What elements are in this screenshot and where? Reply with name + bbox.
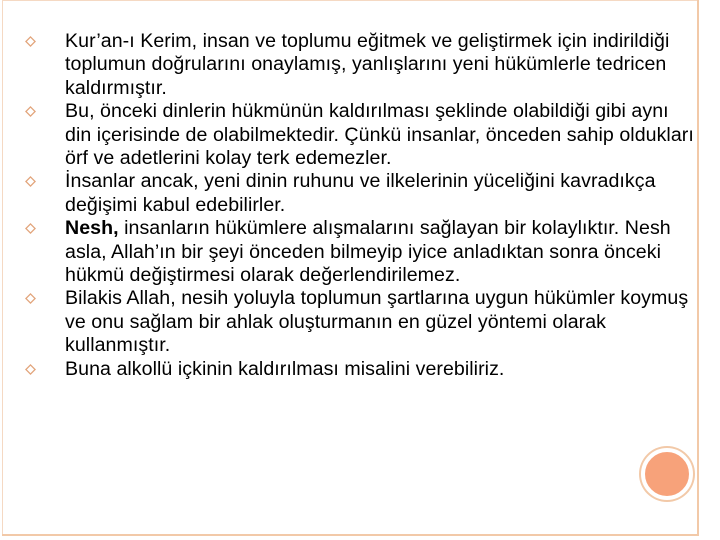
hollow-diamond-icon xyxy=(25,364,36,375)
bold-term: Nesh, xyxy=(65,217,119,240)
hollow-diamond-icon xyxy=(25,223,36,234)
bullet-text: İnsanlar ancak, yeni dinin ruhunu ve ilkelerinin yüceliğini kavradıkça değişimi kabul edebilirler. xyxy=(65,170,656,216)
bullet-list xyxy=(24,30,694,381)
bullet-item xyxy=(24,287,694,357)
bullet-item xyxy=(24,100,694,170)
bullet-text: Bu, önceki dinlerin hükmünün kaldırılması şeklinde olabildiği gibi aynı din içerisinde de olabilmektedir. Çünkü insanlar, önceden sahip oldukları örf ve adetlerini kolay terk edemezler. xyxy=(65,100,694,170)
hollow-diamond-icon xyxy=(25,293,36,304)
hollow-diamond-icon xyxy=(25,36,36,47)
bullet-text: Buna alkollü içkinin kaldırılması misalini verebiliriz. xyxy=(65,357,505,380)
decorative-circle xyxy=(641,448,693,500)
bullet-item xyxy=(24,217,694,287)
bullet-text: insanların hükümlere alışmalarını sağlayan bir kolaylıktır. Nesh asla, Allah’ın bir şeyi önceden bilmeyip iyice anladıktan sonra önceki hükmü değiştirmesi olarak değerlendirilemez. xyxy=(65,217,671,287)
bullet-item xyxy=(24,170,694,217)
bullet-item xyxy=(24,358,694,381)
bullet-item xyxy=(24,30,694,100)
hollow-diamond-icon xyxy=(25,106,36,117)
bullet-text: Kur’an-ı Kerim, insan ve toplumu eğitmek ve geliştirmek için indirildiği toplumun doğrularını onaylamış, yanlışlarını yeni hükümlerle tedricen kaldırmıştır. xyxy=(65,30,670,99)
hollow-diamond-icon xyxy=(25,176,36,187)
bullet-text: Bilakis Allah, nesih yoluyla toplumun şartlarına uygun hükümler koymuş ve onu sağlam bir ahlak oluşturmanın en güzel yöntemi olarak kullanmıştır. xyxy=(65,287,689,357)
